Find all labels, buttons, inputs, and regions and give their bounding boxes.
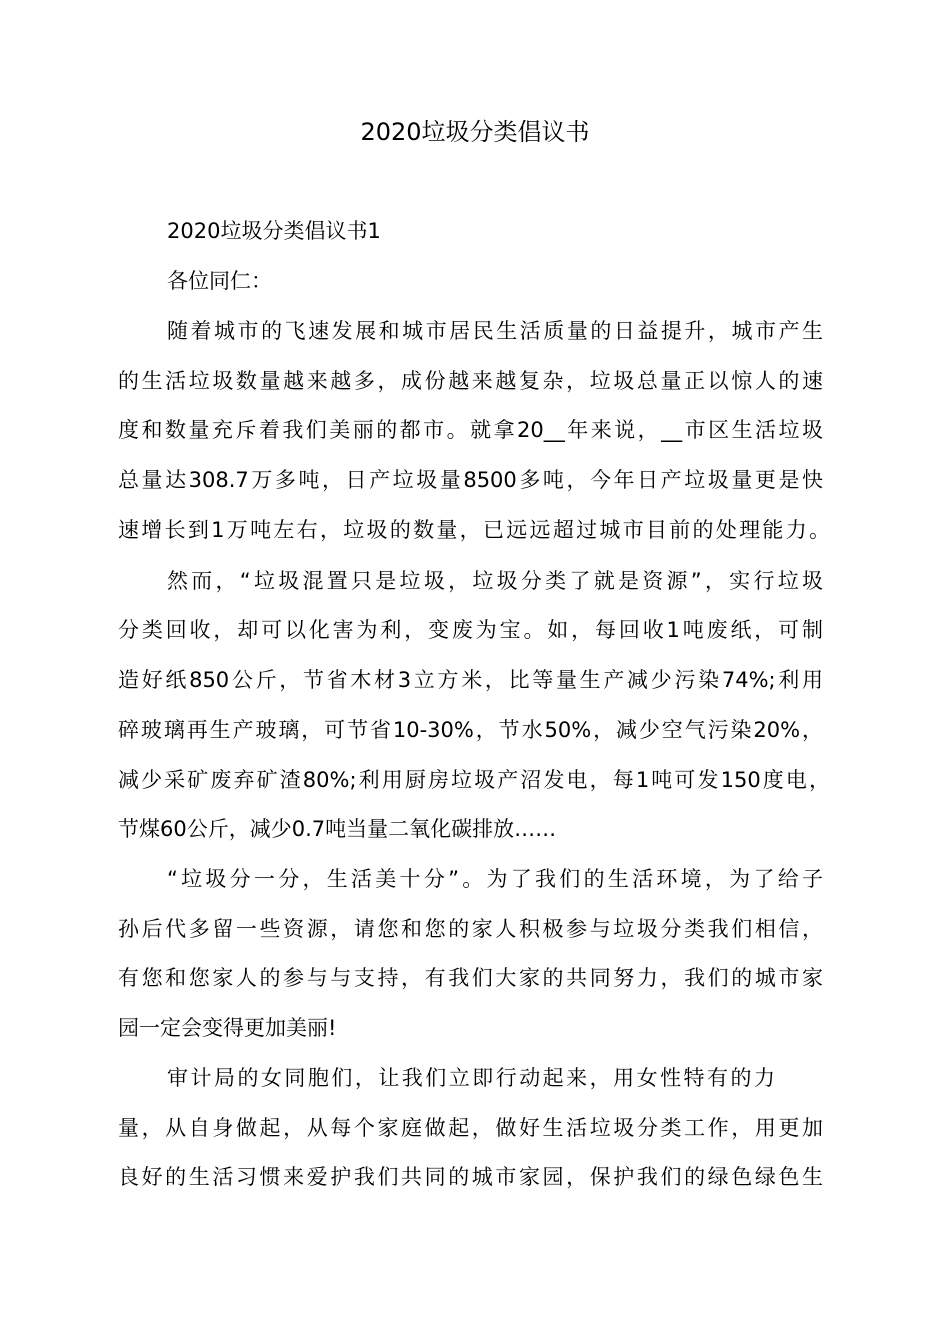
salutation: 各位同仁： (167, 269, 272, 293)
paragraph-line: 随着城市的飞速发展和城市居民生活质量的日益提升，城市产生 (167, 319, 823, 343)
paragraph-line: 审计局的女同胞们，让我们立即行动起来，用女性特有的力 (167, 1066, 775, 1090)
paragraph-line: 分类回收，却可以化害为利，变废为宝。如，每回收1吨废纸，可制 (118, 618, 823, 642)
paragraph-line: 碎玻璃再生产玻璃，可节省10-30%，节水50%，减少空气污染20%， (118, 718, 823, 742)
paragraph-line: 园一定会变得更加美丽! (118, 1016, 337, 1040)
paragraph-line: 然而，“垃圾混置只是垃圾，垃圾分类了就是资源”，实行垃圾 (167, 569, 823, 593)
paragraph-line: 良好的生活习惯来爱护我们共同的城市家园，保护我们的绿色绿色生 (118, 1165, 823, 1189)
document-title: 2020垃圾分类倡议书 (360, 118, 590, 146)
paragraph-line: 节煤60公斤，减少0.7吨当量二氧化碳排放…… (118, 817, 557, 841)
paragraph-line: 孙后代多留一些资源，请您和您的家人积极参与垃圾分类我们相信， (118, 917, 823, 941)
paragraph-line: 总量达308.7万多吨，日产垃圾量8500多吨，今年日产垃圾量更是快 (118, 468, 823, 492)
section-heading: 2020垃圾分类倡议书1 (167, 219, 381, 243)
paragraph-line: 有您和您家人的参与与支持，有我们大家的共同努力，我们的城市家 (118, 966, 823, 990)
paragraph-line: 速增长到1万吨左右，垃圾的数量，已远远超过城市目前的处理能力。 (118, 518, 830, 542)
paragraph-line: 度和数量充斥着我们美丽的都市。就拿20__年来说，__市区生活垃圾 (118, 418, 823, 442)
paragraph-line: “垃圾分一分，生活美十分”。为了我们的生活环境，为了给子 (167, 867, 823, 891)
paragraph-line: 减少采矿废弃矿渣80%;利用厨房垃圾产沼发电，每1吨可发150度电， (118, 768, 830, 792)
paragraph-line: 量，从自身做起，从每个家庭做起，做好生活垃圾分类工作，用更加 (118, 1116, 823, 1140)
paragraph-line: 造好纸850公斤，节省木材3立方米，比等量生产减少污染74%;利用 (118, 668, 823, 692)
paragraph-line: 的生活垃圾数量越来越多，成份越来越复杂，垃圾总量正以惊人的速 (118, 369, 823, 393)
